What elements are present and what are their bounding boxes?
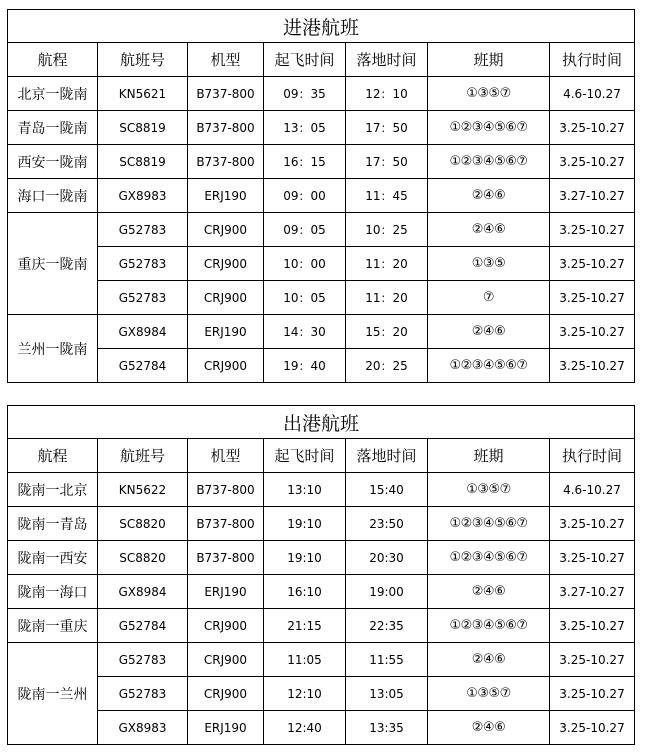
period-cell: 3.27-10.27 <box>550 179 635 213</box>
route-cell: 陇南一西安 <box>8 541 98 575</box>
aircraft-cell: CRJ900 <box>188 349 264 383</box>
period-cell: 3.25-10.27 <box>550 507 635 541</box>
inbound-flights-table <box>7 9 635 383</box>
aircraft-cell: CRJ900 <box>188 609 264 643</box>
dep-cell: 12:10 <box>264 677 346 711</box>
table-row <box>8 609 635 643</box>
arr-cell: 13:35 <box>346 711 428 745</box>
schedule-cell: ①③⑤⑦ <box>428 77 550 111</box>
period-cell: 3.25-10.27 <box>550 643 635 677</box>
route-cell: 重庆一陇南 <box>8 213 98 315</box>
schedule-cell: ⑦ <box>428 281 550 315</box>
table-row <box>8 247 635 281</box>
arr-cell: 22:35 <box>346 609 428 643</box>
flight-cell: G52783 <box>98 677 188 711</box>
flight-cell: G52784 <box>98 609 188 643</box>
table-row <box>8 213 635 247</box>
table-row <box>8 179 635 213</box>
arr-cell: 10：25 <box>346 213 428 247</box>
route-cell: 陇南一兰州 <box>8 643 98 745</box>
aircraft-cell: B737-800 <box>188 507 264 541</box>
schedule-cell: ①②③④⑤⑥⑦ <box>428 541 550 575</box>
period-cell: 3.25-10.27 <box>550 315 635 349</box>
arr-cell: 13:05 <box>346 677 428 711</box>
inbound-header-row <box>8 43 635 77</box>
period-cell: 4.6-10.27 <box>550 77 635 111</box>
route-cell: 北京一陇南 <box>8 77 98 111</box>
col-header-route: 航程 <box>8 43 98 77</box>
period-cell: 3.25-10.27 <box>550 541 635 575</box>
col-header-arr: 落地时间 <box>346 43 428 77</box>
inbound-title: 进港航班 <box>8 10 635 43</box>
arr-cell: 12：10 <box>346 77 428 111</box>
aircraft-cell: B737-800 <box>188 111 264 145</box>
arr-cell: 11：20 <box>346 281 428 315</box>
aircraft-cell: CRJ900 <box>188 213 264 247</box>
schedule-cell: ①③⑤ <box>428 247 550 281</box>
period-cell: 3.25-10.27 <box>550 213 635 247</box>
period-cell: 3.25-10.27 <box>550 145 635 179</box>
flight-cell: SC8819 <box>98 145 188 179</box>
col-header-schedule: 班期 <box>428 439 550 473</box>
arr-cell: 19:00 <box>346 575 428 609</box>
col-header-dep: 起飞时间 <box>264 439 346 473</box>
aircraft-cell: ERJ190 <box>188 575 264 609</box>
flight-cell: GX8984 <box>98 315 188 349</box>
col-header-period: 执行时间 <box>550 439 635 473</box>
arr-cell: 15：20 <box>346 315 428 349</box>
col-header-period: 执行时间 <box>550 43 635 77</box>
col-header-arr: 落地时间 <box>346 439 428 473</box>
period-cell: 3.25-10.27 <box>550 711 635 745</box>
dep-cell: 19:10 <box>264 541 346 575</box>
period-cell: 3.25-10.27 <box>550 247 635 281</box>
arr-cell: 17：50 <box>346 145 428 179</box>
period-cell: 3.25-10.27 <box>550 281 635 315</box>
aircraft-cell: ERJ190 <box>188 711 264 745</box>
flight-cell: G52783 <box>98 213 188 247</box>
flight-cell: SC8820 <box>98 541 188 575</box>
arr-cell: 11：20 <box>346 247 428 281</box>
dep-cell: 19:10 <box>264 507 346 541</box>
schedule-cell: ①③⑤⑦ <box>428 473 550 507</box>
flight-cell: KN5621 <box>98 77 188 111</box>
flight-cell: KN5622 <box>98 473 188 507</box>
flight-cell: G52783 <box>98 281 188 315</box>
period-cell: 4.6-10.27 <box>550 473 635 507</box>
period-cell: 3.27-10.27 <box>550 575 635 609</box>
flight-cell: SC8819 <box>98 111 188 145</box>
dep-cell: 10：00 <box>264 247 346 281</box>
route-cell: 陇南一北京 <box>8 473 98 507</box>
route-cell: 兰州一陇南 <box>8 315 98 383</box>
aircraft-cell: ERJ190 <box>188 179 264 213</box>
flight-cell: GX8983 <box>98 179 188 213</box>
table-row <box>8 575 635 609</box>
aircraft-cell: B737-800 <box>188 473 264 507</box>
schedule-cell: ②④⑥ <box>428 179 550 213</box>
dep-cell: 10：05 <box>264 281 346 315</box>
schedule-cell: ②④⑥ <box>428 575 550 609</box>
aircraft-cell: B737-800 <box>188 77 264 111</box>
schedule-cell: ①②③④⑤⑥⑦ <box>428 507 550 541</box>
route-cell: 陇南一海口 <box>8 575 98 609</box>
aircraft-cell: B737-800 <box>188 145 264 179</box>
arr-cell: 15:40 <box>346 473 428 507</box>
arr-cell: 11：45 <box>346 179 428 213</box>
period-cell: 3.25-10.27 <box>550 111 635 145</box>
arr-cell: 20：25 <box>346 349 428 383</box>
outbound-title: 出港航班 <box>8 406 635 439</box>
flight-cell: SC8820 <box>98 507 188 541</box>
col-header-route: 航程 <box>8 439 98 473</box>
dep-cell: 13:10 <box>264 473 346 507</box>
col-header-dep: 起飞时间 <box>264 43 346 77</box>
outbound-flights-table <box>7 405 635 745</box>
schedule-cell: ②④⑥ <box>428 643 550 677</box>
flight-cell: GX8984 <box>98 575 188 609</box>
col-header-flight: 航班号 <box>98 439 188 473</box>
dep-cell: 16：15 <box>264 145 346 179</box>
schedule-cell: ①②③④⑤⑥⑦ <box>428 349 550 383</box>
schedule-cell: ①②③④⑤⑥⑦ <box>428 609 550 643</box>
table-row <box>8 281 635 315</box>
aircraft-cell: CRJ900 <box>188 643 264 677</box>
schedule-cell: ②④⑥ <box>428 213 550 247</box>
dep-cell: 13：05 <box>264 111 346 145</box>
arr-cell: 23:50 <box>346 507 428 541</box>
dep-cell: 16:10 <box>264 575 346 609</box>
route-cell: 青岛一陇南 <box>8 111 98 145</box>
flight-cell: G52783 <box>98 247 188 281</box>
arr-cell: 17：50 <box>346 111 428 145</box>
dep-cell: 11:05 <box>264 643 346 677</box>
schedule-cell: ②④⑥ <box>428 711 550 745</box>
route-cell: 陇南一青岛 <box>8 507 98 541</box>
table-row <box>8 677 635 711</box>
dep-cell: 09：05 <box>264 213 346 247</box>
col-header-aircraft: 机型 <box>188 43 264 77</box>
table-row <box>8 507 635 541</box>
dep-cell: 19：40 <box>264 349 346 383</box>
aircraft-cell: B737-800 <box>188 541 264 575</box>
period-cell: 3.25-10.27 <box>550 677 635 711</box>
table-row <box>8 541 635 575</box>
dep-cell: 21:15 <box>264 609 346 643</box>
col-header-aircraft: 机型 <box>188 439 264 473</box>
route-cell: 陇南一重庆 <box>8 609 98 643</box>
table-row <box>8 349 635 383</box>
schedule-cell: ①③⑤⑦ <box>428 677 550 711</box>
dep-cell: 09：00 <box>264 179 346 213</box>
aircraft-cell: ERJ190 <box>188 315 264 349</box>
dep-cell: 12:40 <box>264 711 346 745</box>
aircraft-cell: CRJ900 <box>188 247 264 281</box>
aircraft-cell: CRJ900 <box>188 281 264 315</box>
outbound-header-row <box>8 439 635 473</box>
table-row <box>8 77 635 111</box>
period-cell: 3.25-10.27 <box>550 609 635 643</box>
aircraft-cell: CRJ900 <box>188 677 264 711</box>
route-cell: 西安一陇南 <box>8 145 98 179</box>
table-row <box>8 643 635 677</box>
table-row <box>8 473 635 507</box>
table-row <box>8 711 635 745</box>
period-cell: 3.25-10.27 <box>550 349 635 383</box>
table-row <box>8 145 635 179</box>
schedule-cell: ①②③④⑤⑥⑦ <box>428 145 550 179</box>
table-row <box>8 315 635 349</box>
arr-cell: 20:30 <box>346 541 428 575</box>
schedule-cell: ①②③④⑤⑥⑦ <box>428 111 550 145</box>
col-header-flight: 航班号 <box>98 43 188 77</box>
arr-cell: 11:55 <box>346 643 428 677</box>
dep-cell: 09：35 <box>264 77 346 111</box>
flight-cell: G52784 <box>98 349 188 383</box>
dep-cell: 14：30 <box>264 315 346 349</box>
route-cell: 海口一陇南 <box>8 179 98 213</box>
flight-cell: GX8983 <box>98 711 188 745</box>
schedule-cell: ②④⑥ <box>428 315 550 349</box>
flight-cell: G52783 <box>98 643 188 677</box>
table-row <box>8 111 635 145</box>
col-header-schedule: 班期 <box>428 43 550 77</box>
